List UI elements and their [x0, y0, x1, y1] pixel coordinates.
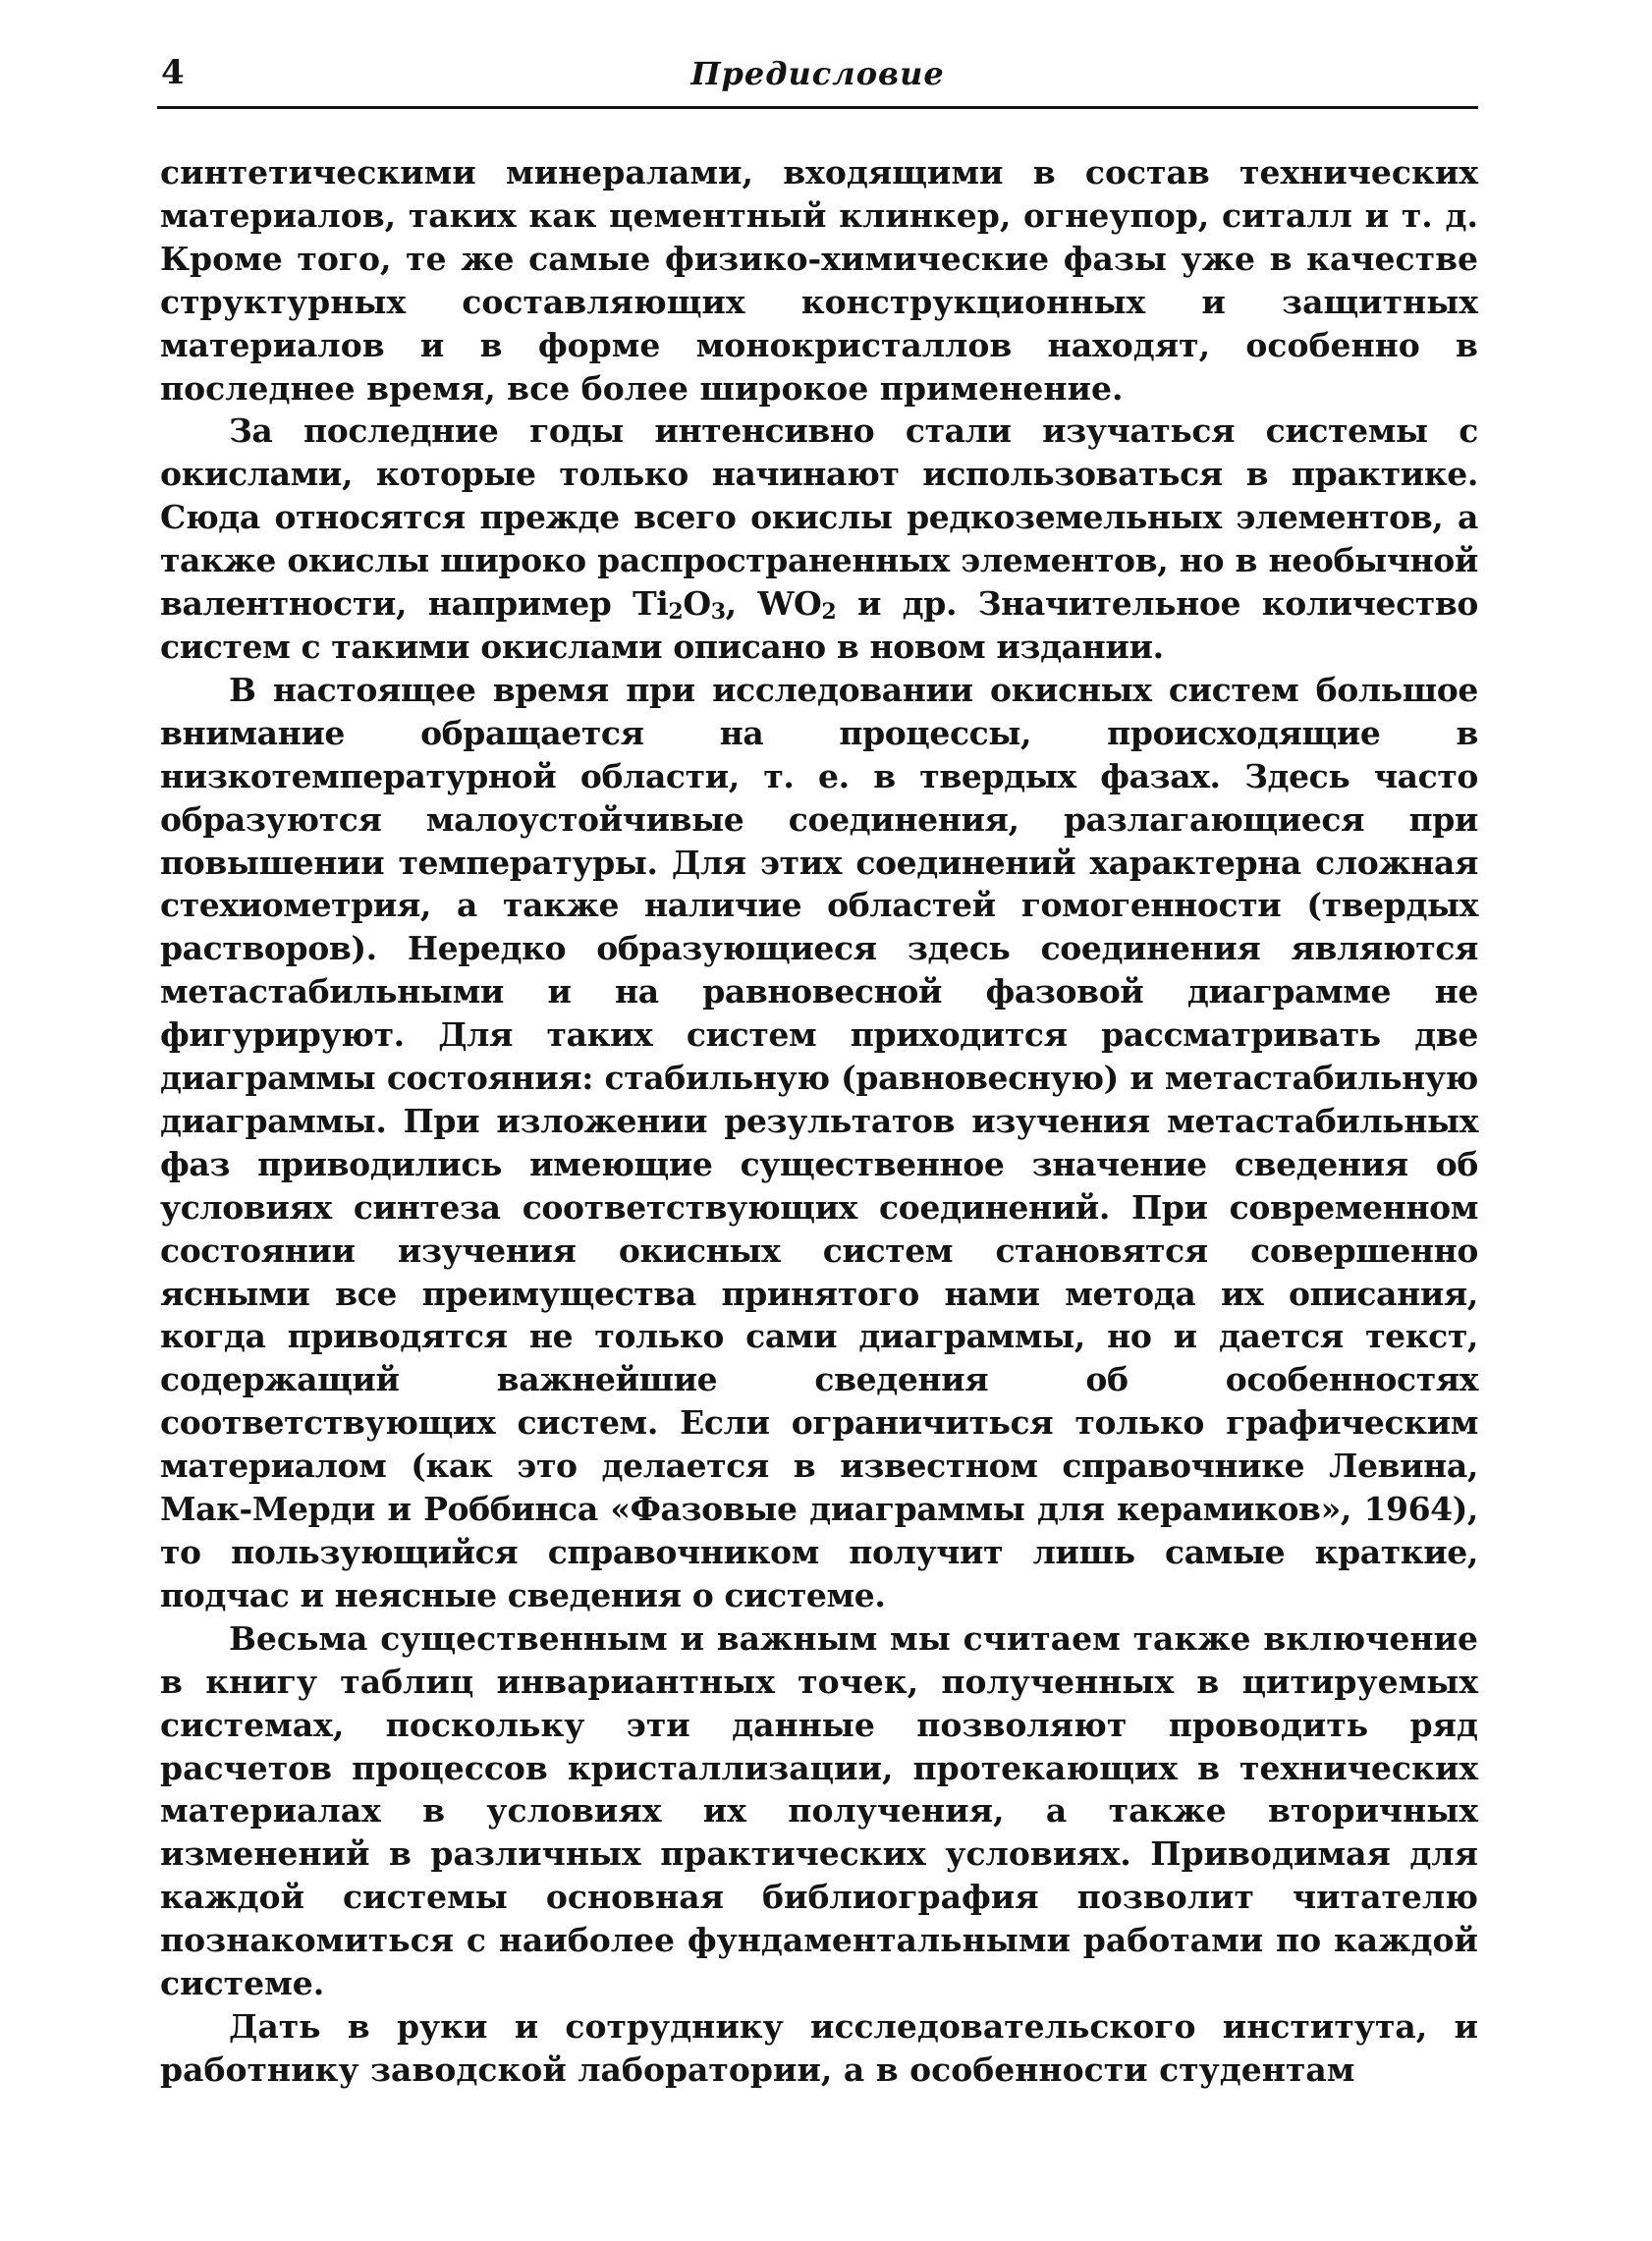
formula-ti2o3: $Ti_2O_3$: [633, 584, 726, 626]
paragraph-5: Дать в руки и сотруднику исследовательского института, и работнику заводской лаборатории, а в особенности студентам: [160, 2006, 1478, 2089]
page-number: 4: [161, 53, 185, 92]
paragraph-2: За последние годы интенсивно стали изучаться системы с окислами, которые только начинают использоваться в практике. Сюда относятся прежде всего окислы редкоземельных элементов, а также окислы широко распространенных элементов, но в необычной валентности, например $Ti_2O_3$, $WO_2$ и др. Значительное количество систем с такими окислами описано в новом издании.: [160, 411, 1478, 666]
running-title: Предисловие: [690, 55, 945, 92]
page-header: [157, 47, 1478, 106]
paragraph-3: В настоящее время при исследовании окисных систем большое внимание обращается на процессы, происходящие в низкотемпературной области, т. е. в твердых фазах. Здесь часто образуются малоустойчивые соединения, разлагающиеся при повышении температуры. Для этих соединений характерна сложная стехиометрия, а также наличие областей гомогенности (твердых растворов). Нередко образующиеся здесь соединения являются метастабильными и на равновесной фазовой диаграмме не фигурируют. Для таких систем приходится рассматривать две диаграммы состояния: стабильную (равновесную) и метастабильную диаграммы. При изложении результатов изучения метастабильных фаз приводились имеющие существенное значение сведения об условиях синтеза соответствующих соединений. При современном состоянии изучения окисных систем становятся совершенно ясными все преимущества принятого нами метода их описания, когда приводятся не только сами диаграммы, но и дается текст, содержащий важнейшие сведения об особенностях соответствующих систем. Если ограничиться только графическим материалом (как это делается в известном справочнике Левина, Мак-Мерди и Роббинса «Фазовые диаграммы для керамиков», 1964), то пользующийся справочником получит лишь самые краткие, подчас и неясные сведения о системе.: [160, 670, 1478, 1614]
body-text: [160, 151, 1478, 2092]
paragraph-1: синтетическими минералами, входящими в состав технических материалов, таких как цементный клинкер, огнеупор, ситалл и т. д. Кроме того, те же самые физико-химические фазы уже в качестве структурных составляющих конструкционных и защитных материалов и в форме монокристаллов находят, особенно в последнее время, все более широкое применение.: [160, 153, 1478, 408]
paragraph-2-text-before: За последние годы интенсивно стали изучаться системы с окислами, которые только начинают использоваться в практике. Сюда относятся прежде всего окислы редкоземельных элементов, а также окислы широко распространенных элементов, но в необычной валентности, например: [160, 411, 1478, 624]
formula-wo2: $WO_2$: [757, 584, 837, 626]
header-rule: [157, 106, 1478, 109]
paragraph-4: Весьма существенным и важным мы считаем также включение в книгу таблиц инвариантных точек, полученных в цитируемых системах, поскольку эти данные позволяют проводить ряд расчетов процессов кристаллизации, протекающих в технических материалах в условиях их получения, а также вторичных изменений в различных практических условиях. Приводимая для каждой системы основная библиография позволит читателю познакомиться с наиболее фундаментальными работами по каждой системе.: [160, 1618, 1478, 2003]
paragraph-2-text-after: и др. Значительное количество систем с такими окислами описано в новом издании.: [160, 584, 1478, 666]
